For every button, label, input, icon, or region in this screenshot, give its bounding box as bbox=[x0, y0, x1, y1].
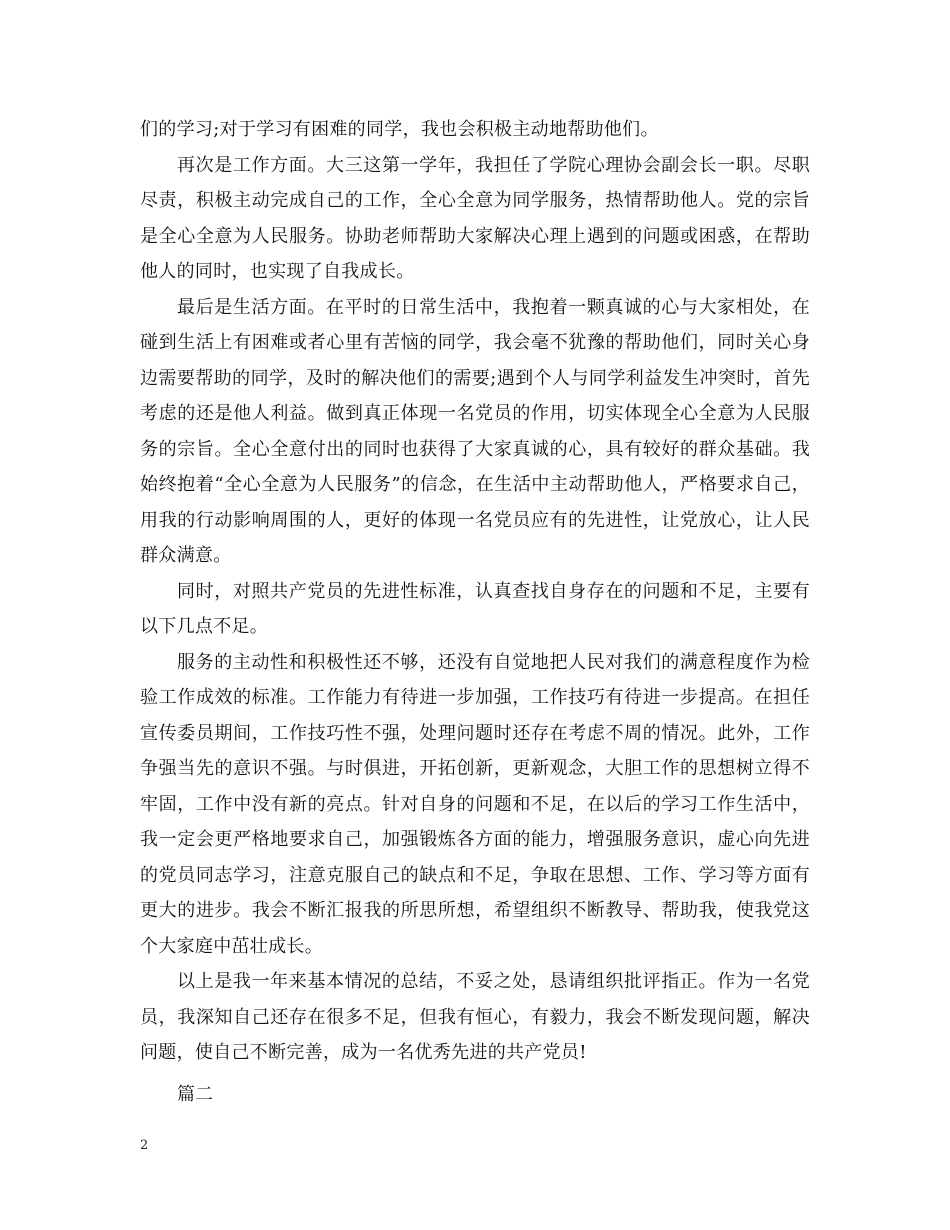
document-body bbox=[140, 112, 810, 1112]
paragraph-life: 最后是生活方面。在平时的日常生活中，我抱着一颗真诚的心与大家相处，在碰到生活上有困难或者心里有苦恼的同学，我会毫不犹豫的帮助他们，同时关心身边需要帮助的同学，及时的解决他们的需要;遇到个人与同学利益发生冲突时，首先考虑的还是他人利益。做到真正体现一名党员的作用，切实体现全心全意为人民服务的宗旨。全心全意付出的同时也获得了大家真诚的心，具有较好的群众基础。我始终抱着“全心全意为人民服务”的信念，在生活中主动帮助他人，严格要求自己，用我的行动影响周围的人，更好的体现一名党员应有的先进性，让党放心，让人民群众满意。 bbox=[140, 296, 810, 566]
section-heading: 篇二 bbox=[177, 1083, 213, 1105]
paragraph-shortcomings: 服务的主动性和积极性还不够，还没有自觉地把人民对我们的满意程度作为检验工作成效的标准。工作能力有待进一步加强，工作技巧有待进一步提高。在担任宣传委员期间，工作技巧性不强，处理问题时还存在考虑不周的情况。此外，工作争强当先的意识不强。与时俱进，开拓创新，更新观念，大胆工作的思想树立得不牢固，工作中没有新的亮点。针对自身的问题和不足，在以后的学习工作生活中，我一定会更严格地要求自己，加强锻炼各方面的能力，增强服务意识，虚心向先进的党员同志学习，注意克服自己的缺点和不足，争取在思想、工作、学习等方面有更大的进步。我会不断汇报我的所思所想，希望组织不断教导、帮助我，使我党这个大家庭中茁壮成长。 bbox=[140, 651, 810, 957]
paragraph-work: 再次是工作方面。大三这第一学年，我担任了学院心理协会副会长一职。尽职尽责，积极主动完成自己的工作，全心全意为同学服务，热情帮助他人。党的宗旨是全心全意为人民服务。协助老师帮助大家解决心理上遇到的问题或困惑，在帮助他人的同时，也实现了自我成长。 bbox=[140, 154, 810, 282]
paragraph-continuation: 们的学习;对于学习有困难的同学，我也会积极主动地帮助他们。 bbox=[140, 119, 659, 140]
page-number: 2 bbox=[140, 1138, 149, 1153]
paragraph-shortcomings-intro: 同时，对照共产党员的先进性标准，认真查找自身存在的问题和不足，主要有以下几点不足。 bbox=[140, 580, 810, 637]
paragraph-conclusion: 以上是我一年来基本情况的总结，不妥之处，恳请组织批评指正。作为一名党员，我深知自己还存在很多不足，但我有恒心，有毅力，我会不断发现问题，解决问题，使自己不断完善，成为一名优秀先进的共产党员! bbox=[140, 971, 810, 1063]
